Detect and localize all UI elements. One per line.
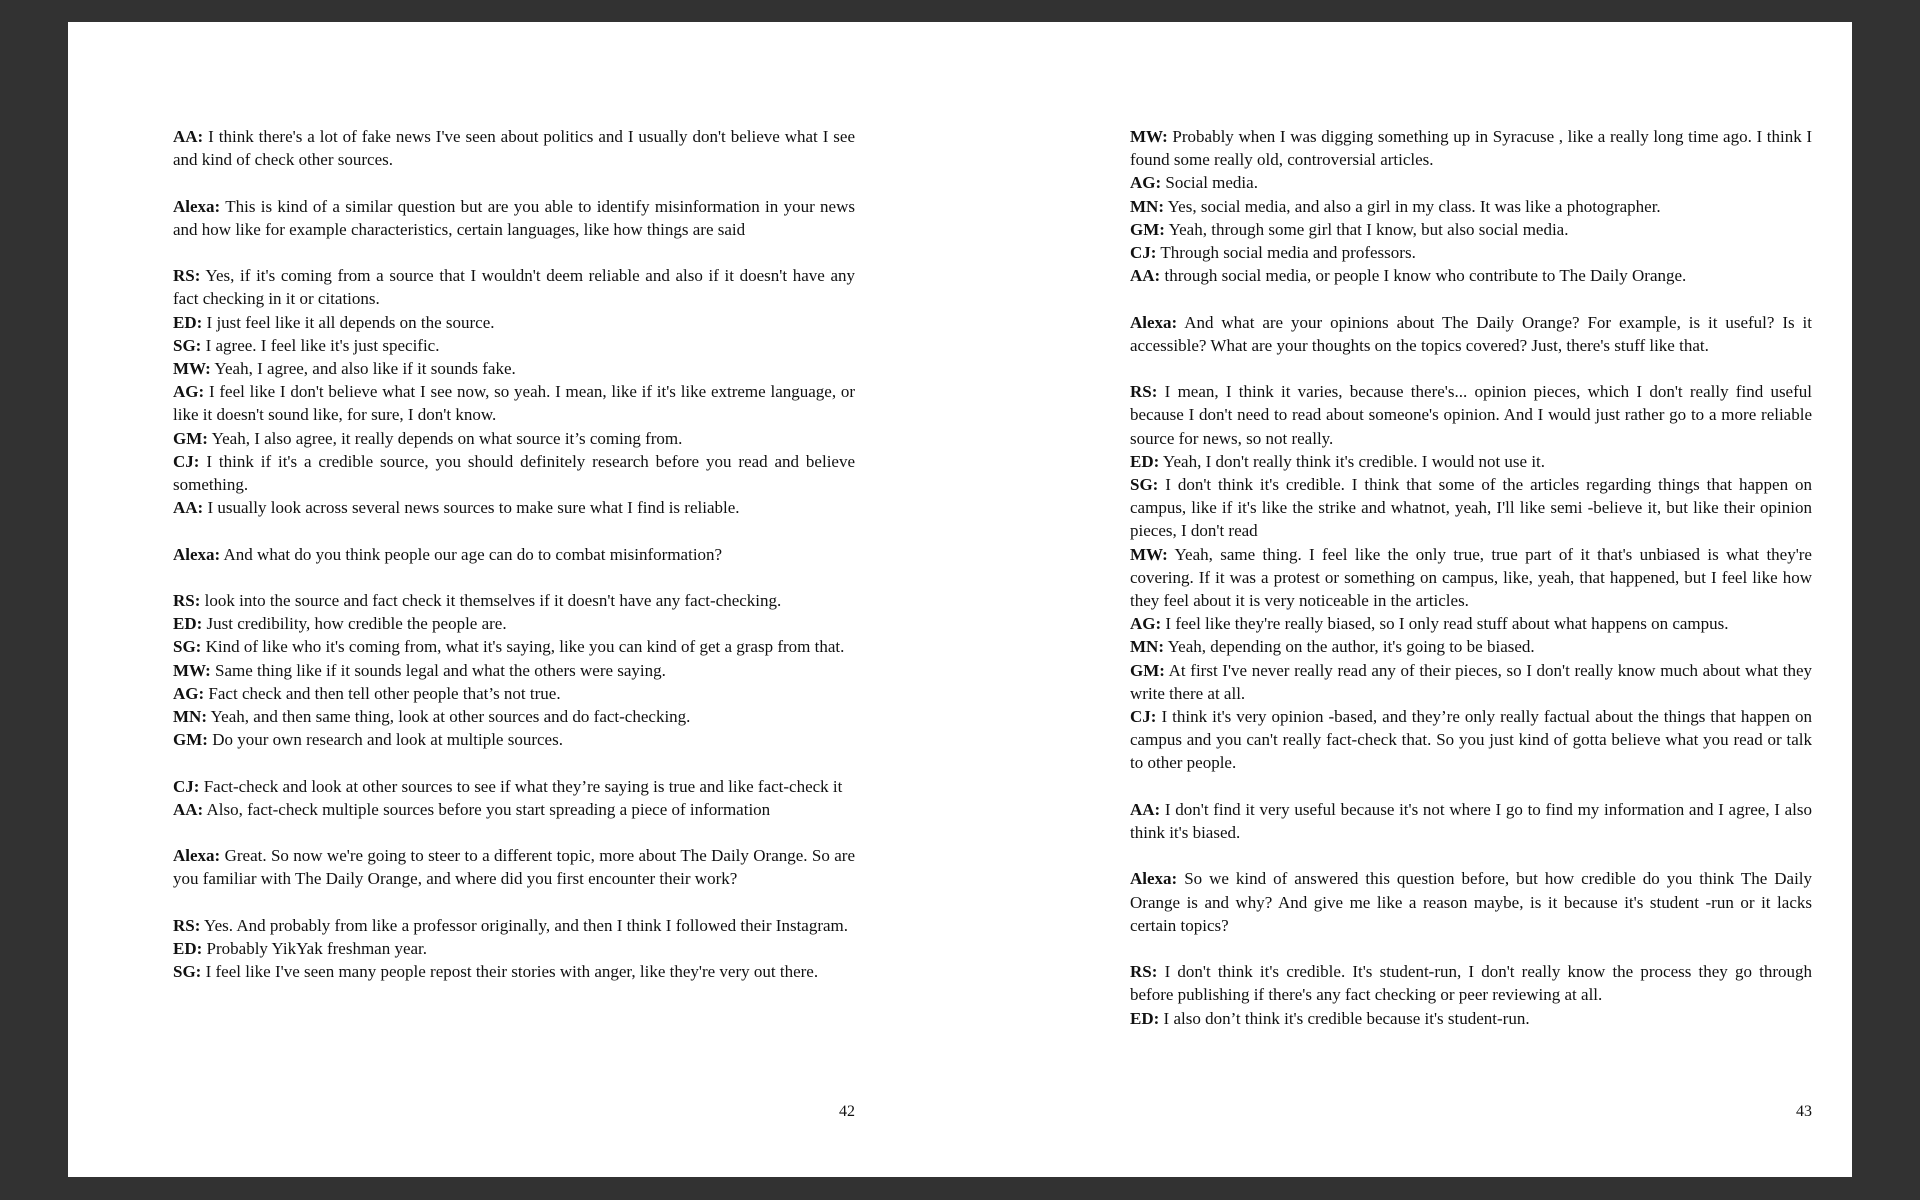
- utterance-text: I don't think it's credible. I think that some of the articles regarding things that happen on campus, like if it's like the strike and whatnot, yeah, I'll like semi -believe it, but like their opinion pieces, I don't read: [1130, 475, 1812, 541]
- speaker-label: ED:: [173, 614, 203, 634]
- speaker-label: SG:: [1130, 475, 1159, 495]
- speaker-label: SG:: [173, 335, 202, 355]
- transcript-paragraph: [1130, 960, 1812, 1006]
- speaker-label: Alexa:: [1130, 312, 1178, 332]
- utterance-text: I just feel like it all depends on the source.: [206, 312, 495, 332]
- transcript-paragraph: [1130, 264, 1812, 287]
- utterance-text: I agree. I feel like it's just specific.: [205, 335, 440, 355]
- speaker-label: MW:: [173, 660, 211, 680]
- transcript-paragraph: [173, 612, 855, 635]
- speaker-label: CJ:: [1130, 707, 1157, 727]
- speaker-label: GM:: [173, 730, 208, 750]
- utterance-text: Also, fact-check multiple sources before you start spreading a piece of information: [206, 799, 771, 819]
- utterance-text: Yeah, depending on the author, it's going to be biased.: [1167, 637, 1535, 657]
- transcript-column-left: [173, 125, 855, 983]
- transcript-paragraph: [173, 635, 855, 658]
- speaker-label: ED:: [173, 312, 203, 332]
- utterance-text: Yes. And probably from like a professor originally, and then I think I followed their Instagram.: [204, 915, 849, 935]
- transcript-paragraph: [173, 496, 855, 519]
- utterance-text: Yes, social media, and also a girl in my class. It was like a photographer.: [1167, 196, 1661, 216]
- transcript-paragraph: [173, 728, 855, 751]
- transcript-paragraph: [1130, 473, 1812, 543]
- speaker-label: AG:: [173, 683, 205, 703]
- speaker-label: SG:: [173, 637, 202, 657]
- transcript-paragraph: [173, 334, 855, 357]
- speaker-label: Alexa:: [1130, 869, 1178, 889]
- speaker-label: ED:: [173, 939, 203, 958]
- transcript-paragraph: [173, 427, 855, 450]
- transcript-paragraph: [173, 960, 855, 983]
- utterance-text: look into the source and fact check it themselves if it doesn't have any fact-checking.: [204, 591, 782, 610]
- transcript-paragraph: [173, 380, 855, 426]
- utterance-text: I feel like I've seen many people repost their stories with anger, like they're very out there.: [205, 962, 819, 982]
- utterance-text: I don't think it's credible. It's student-run, I don't really know the process they go through before publishing if there's any fact checking or peer reviewing at all.: [1130, 962, 1812, 1005]
- transcript-paragraph: [1130, 450, 1812, 473]
- utterance-text: So we kind of answered this question before, but how credible do you think The Daily Orange is and why? And give me like a reason maybe, is it because it's student -run or it lacks certain topics?: [1130, 869, 1813, 935]
- speaker-label: GM:: [1130, 219, 1165, 239]
- utterance-text: Same thing like if it sounds legal and what the others were saying.: [215, 660, 666, 680]
- utterance-text: At first I've never really read any of their pieces, so I don't really know much about what they write there at all.: [1130, 660, 1812, 703]
- speaker-label: RS:: [1130, 962, 1158, 982]
- utterance-text: Just credibility, how credible the people are.: [206, 614, 507, 634]
- speaker-label: AA:: [173, 498, 204, 518]
- transcript-paragraph: [1130, 659, 1812, 705]
- page-number-right: 43: [1796, 1103, 1812, 1120]
- speaker-label: CJ:: [173, 776, 200, 796]
- transcript-paragraph: [173, 543, 855, 566]
- utterance-text: Yeah, through some girl that I know, but also social media.: [1168, 219, 1569, 239]
- utterance-text: Kind of like who it's coming from, what it's saying, like you can kind of get a grasp from that.: [205, 637, 845, 657]
- document-spread: [68, 22, 1852, 1177]
- utterance-text: I think there's a lot of fake news I've seen about politics and I usually don't believe what I see and kind of check other sources.: [173, 127, 856, 170]
- speaker-label: RS:: [173, 915, 201, 935]
- utterance-text: I think if it's a credible source, you should definitely research before you read and believe something.: [173, 451, 856, 495]
- utterance-text: Yeah, I don't really think it's credible. I would not use it.: [1162, 451, 1546, 471]
- transcript-column-right: [1130, 125, 1812, 1030]
- transcript-paragraph: [173, 450, 855, 496]
- transcript-paragraph: [1130, 218, 1812, 241]
- transcript-paragraph: [1130, 125, 1812, 171]
- utterance-text: Probably YikYak freshman year.: [206, 939, 428, 958]
- utterance-text: Fact check and then tell other people that’s not true.: [208, 683, 561, 703]
- utterance-text: I mean, I think it varies, because there's... opinion pieces, which I don't really find useful because I don't need to read about someone's opinion. And I would just rather go to a more reliable source for news, so not really.: [1130, 382, 1812, 448]
- speaker-label: Alexa:: [173, 846, 221, 866]
- speaker-label: AG:: [1130, 614, 1162, 634]
- utterance-text: Fact-check and look at other sources to see if what they’re saying is true and like fact-check it: [203, 776, 843, 796]
- utterance-text: I think it's very opinion -based, and they’re only really factual about the things that happen on campus and you can't really fact-check that. So you just kind of gotta believe what you read or talk to other people.: [1130, 707, 1813, 773]
- utterance-text: Yeah, and then same thing, look at other sources and do fact-checking.: [210, 707, 691, 727]
- speaker-label: GM:: [1130, 660, 1165, 680]
- speaker-label: MN:: [1130, 196, 1164, 216]
- speaker-label: AA:: [173, 127, 204, 146]
- transcript-paragraph: [1130, 311, 1812, 357]
- utterance-text: I feel like they're really biased, so I only read stuff about what happens on campus.: [1165, 614, 1729, 634]
- transcript-paragraph: [1130, 705, 1812, 775]
- transcript-paragraph: [1130, 635, 1812, 658]
- utterance-text: Yeah, same thing. I feel like the only true, true part of it that's unbiased is what they're covering. If it was a protest or something on campus, like, yeah, that happened, but I feel like how they feel about it is very noticeable in the articles.: [1130, 544, 1812, 611]
- transcript-paragraph: [173, 705, 855, 728]
- transcript-paragraph: [173, 311, 855, 334]
- speaker-label: SG:: [173, 962, 202, 982]
- speaker-label: AG:: [1130, 173, 1162, 193]
- speaker-label: ED:: [1130, 1008, 1160, 1028]
- utterance-text: I feel like I don't believe what I see now, so yeah. I mean, like if it's like extreme language, or like it doesn't sound like, for sure, I don't know.: [173, 382, 856, 425]
- speaker-label: AA:: [173, 799, 204, 819]
- utterance-text: And what are your opinions about The Daily Orange? For example, is it useful? Is it accessible? What are your thoughts on the topics covered? Just, there's stuff like that.: [1130, 312, 1812, 355]
- utterance-text: I don't find it very useful because it's not where I go to find my information and I agree, I also think it's biased.: [1130, 799, 1813, 843]
- speaker-label: RS:: [173, 266, 201, 286]
- utterance-text: Yes, if it's coming from a source that I wouldn't deem reliable and also if it doesn't have any fact checking in it or citations.: [173, 266, 855, 309]
- transcript-paragraph: [173, 589, 855, 612]
- transcript-paragraph: [173, 914, 855, 937]
- utterance-text: And what do you think people our age can do to combat misinformation?: [223, 544, 723, 564]
- transcript-paragraph: [1130, 1007, 1812, 1030]
- transcript-paragraph: [1130, 171, 1812, 194]
- speaker-label: CJ:: [173, 451, 200, 471]
- utterance-text: I usually look across several news sources to make sure what I find is reliable.: [207, 498, 740, 518]
- speaker-label: CJ:: [1130, 243, 1157, 263]
- speaker-label: RS:: [173, 591, 201, 610]
- speaker-label: RS:: [1130, 382, 1158, 402]
- page-left: [68, 22, 960, 1177]
- speaker-label: AG:: [173, 382, 205, 402]
- speaker-label: Alexa:: [173, 544, 221, 564]
- utterance-text: Through social media and professors.: [1160, 243, 1416, 263]
- transcript-paragraph: [173, 937, 855, 960]
- speaker-label: MW:: [1130, 127, 1168, 146]
- speaker-label: MW:: [173, 359, 211, 378]
- transcript-paragraph: [1130, 241, 1812, 264]
- utterance-text: Yeah, I also agree, it really depends on what source it’s coming from.: [211, 428, 683, 448]
- speaker-label: Alexa:: [173, 196, 221, 216]
- utterance-text: This is kind of a similar question but are you able to identify misinformation in your news and how like for example characteristics, certain languages, like how things are said: [173, 196, 855, 239]
- utterance-text: Social media.: [1165, 173, 1258, 193]
- page-number-left: 42: [839, 1103, 855, 1120]
- transcript-paragraph: [173, 682, 855, 705]
- transcript-paragraph: [1130, 612, 1812, 635]
- transcript-paragraph: [173, 195, 855, 241]
- transcript-paragraph: [1130, 543, 1812, 613]
- utterance-text: Yeah, I agree, and also like if it sounds fake.: [214, 359, 516, 378]
- transcript-paragraph: [173, 659, 855, 682]
- utterance-text: Do your own research and look at multiple sources.: [212, 730, 563, 750]
- utterance-text: I also don’t think it's credible because it's student-run.: [1163, 1008, 1530, 1028]
- page-right: [960, 22, 1852, 1177]
- transcript-paragraph: [173, 844, 855, 890]
- utterance-text: Probably when I was digging something up in Syracuse , like a really long time ago. I think I found some really old, controversial articles.: [1130, 127, 1812, 170]
- utterance-text: Great. So now we're going to steer to a different topic, more about The Daily Orange. So are you familiar with The Daily Orange, and where did you first encounter their work?: [173, 846, 855, 889]
- speaker-label: MN:: [1130, 637, 1164, 657]
- speaker-label: MW:: [1130, 544, 1168, 564]
- transcript-paragraph: [173, 264, 855, 310]
- speaker-label: GM:: [173, 428, 208, 448]
- transcript-paragraph: [173, 798, 855, 821]
- speaker-label: MN:: [173, 707, 207, 727]
- speaker-label: AA:: [1130, 799, 1161, 819]
- speaker-label: ED:: [1130, 451, 1160, 471]
- transcript-paragraph: [173, 775, 855, 798]
- utterance-text: through social media, or people I know who contribute to The Daily Orange.: [1164, 266, 1687, 286]
- transcript-paragraph: [1130, 867, 1812, 937]
- transcript-paragraph: [1130, 195, 1812, 218]
- transcript-paragraph: [1130, 798, 1812, 844]
- transcript-paragraph: [173, 125, 855, 171]
- speaker-label: AA:: [1130, 266, 1161, 286]
- transcript-paragraph: [173, 357, 855, 380]
- transcript-paragraph: [1130, 380, 1812, 450]
